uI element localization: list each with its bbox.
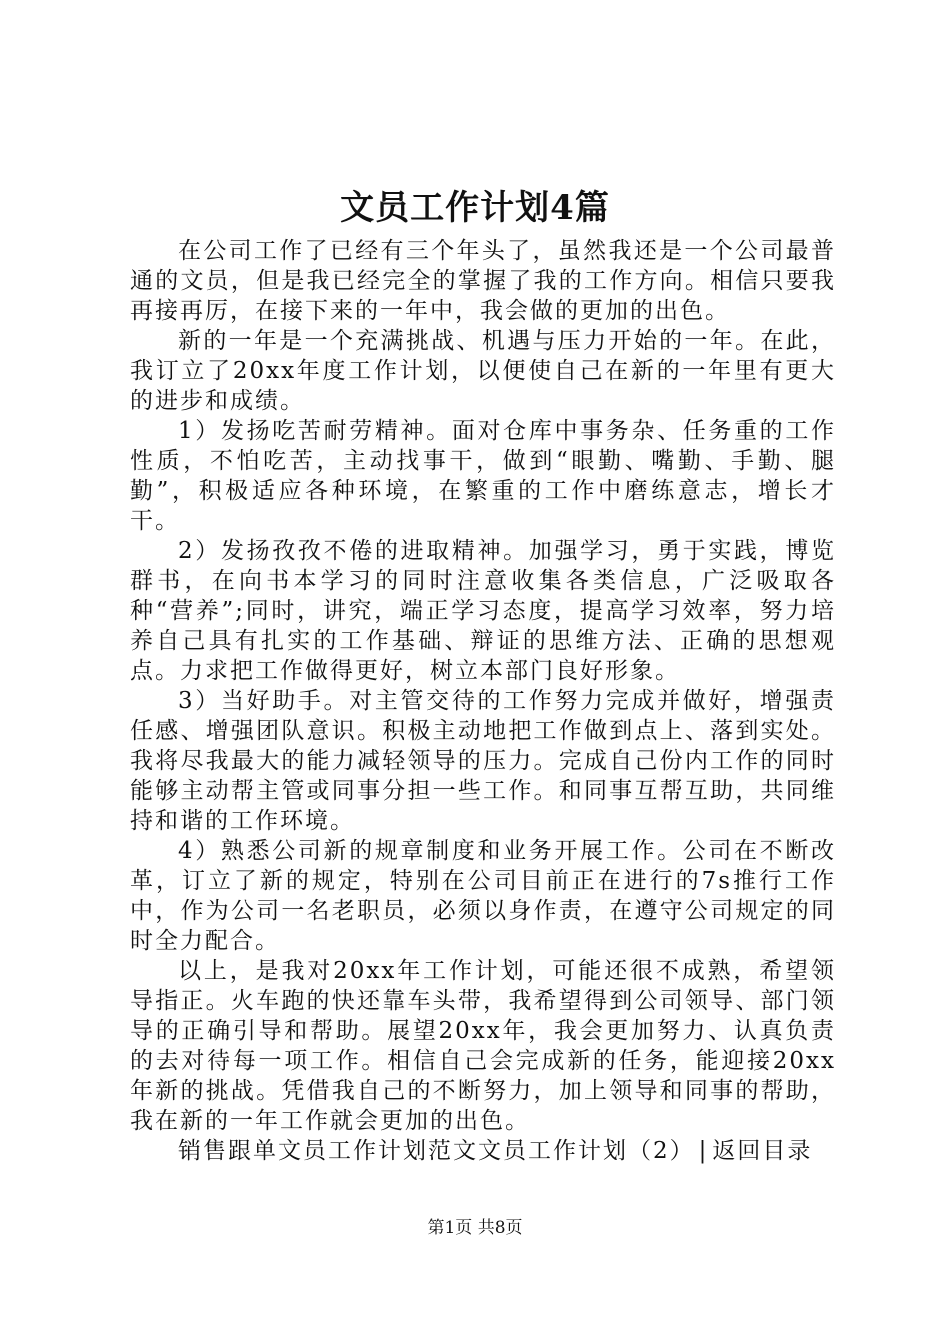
paragraph-3: 1）发扬吃苦耐劳精神。面对仓库中事务杂、任务重的工作性质，不怕吃苦，主动找事干，做到“眼勤、嘴勤、手勤、腿勤”，积极适应各种环境，在繁重的工作中磨练意志，增长才干。	[130, 418, 836, 534]
paragraph-5: 3）当好助手。对主管交待的工作努力完成并做好，增强责任感、增强团队意识。积极主动地把工作做到点上、落到实处。我将尽我最大的能力减轻领导的压力。完成自己份内工作的同时能够主动帮主管或同事分担一些工作。和同事互帮互助，共同维持和谐的工作环境。	[130, 688, 836, 834]
page-number-footer: 第1页 共8页	[427, 1218, 523, 1238]
related-article-link[interactable]: 销售跟单文员工作计划范文文员工作计划（2）	[178, 1138, 695, 1164]
back-to-contents-link[interactable]: 返回目录	[712, 1138, 813, 1164]
paragraph-1: 在公司工作了已经有三个年头了，虽然我还是一个公司最普通的文员，但是我已经完全的掌握了我的工作方向。相信只要我再接再厉，在接下来的一年中，我会做的更加的出色。	[130, 238, 836, 324]
paragraph-7: 以上，是我对20xx年工作计划，可能还很不成熟，希望领导指正。火车跑的快还靠车头带，我希望得到公司领导、部门领导的正确引导和帮助。展望20xx年，我会更加努力、认真负责的去对待每一项工作。相信自己会完成新的任务，能迎接20xx年新的挑战。凭借我自己的不断努力，加上领导和同事的帮助，我在新的一年工作就会更加的出色。	[130, 958, 836, 1134]
link-separator: |	[698, 1138, 709, 1164]
paragraph-4: 2）发扬孜孜不倦的进取精神。加强学习，勇于实践，博览群书，在向书本学习的同时注意收集各类信息，广泛吸取各种“营养”;同时，讲究，端正学习态度，提高学习效率，努力培养自己具有扎实的工作基础、辩证的思维方法、正确的思想观点。力求把工作做得更好，树立本部门良好形象。	[130, 538, 836, 684]
document-title: 文员工作计划4篇	[340, 188, 610, 228]
navigation-links	[130, 1136, 836, 1166]
document-body	[130, 236, 836, 1166]
paragraph-2: 新的一年是一个充满挑战、机遇与压力开始的一年。在此，我订立了20xx年度工作计划，以便使自己在新的一年里有更大的进步和成绩。	[130, 328, 836, 414]
paragraph-6: 4）熟悉公司新的规章制度和业务开展工作。公司在不断改革，订立了新的规定，特别在公司目前正在进行的7s推行工作中，作为公司一名老职员，必须以身作责，在遵守公司规定的同时全力配合。	[130, 838, 836, 954]
